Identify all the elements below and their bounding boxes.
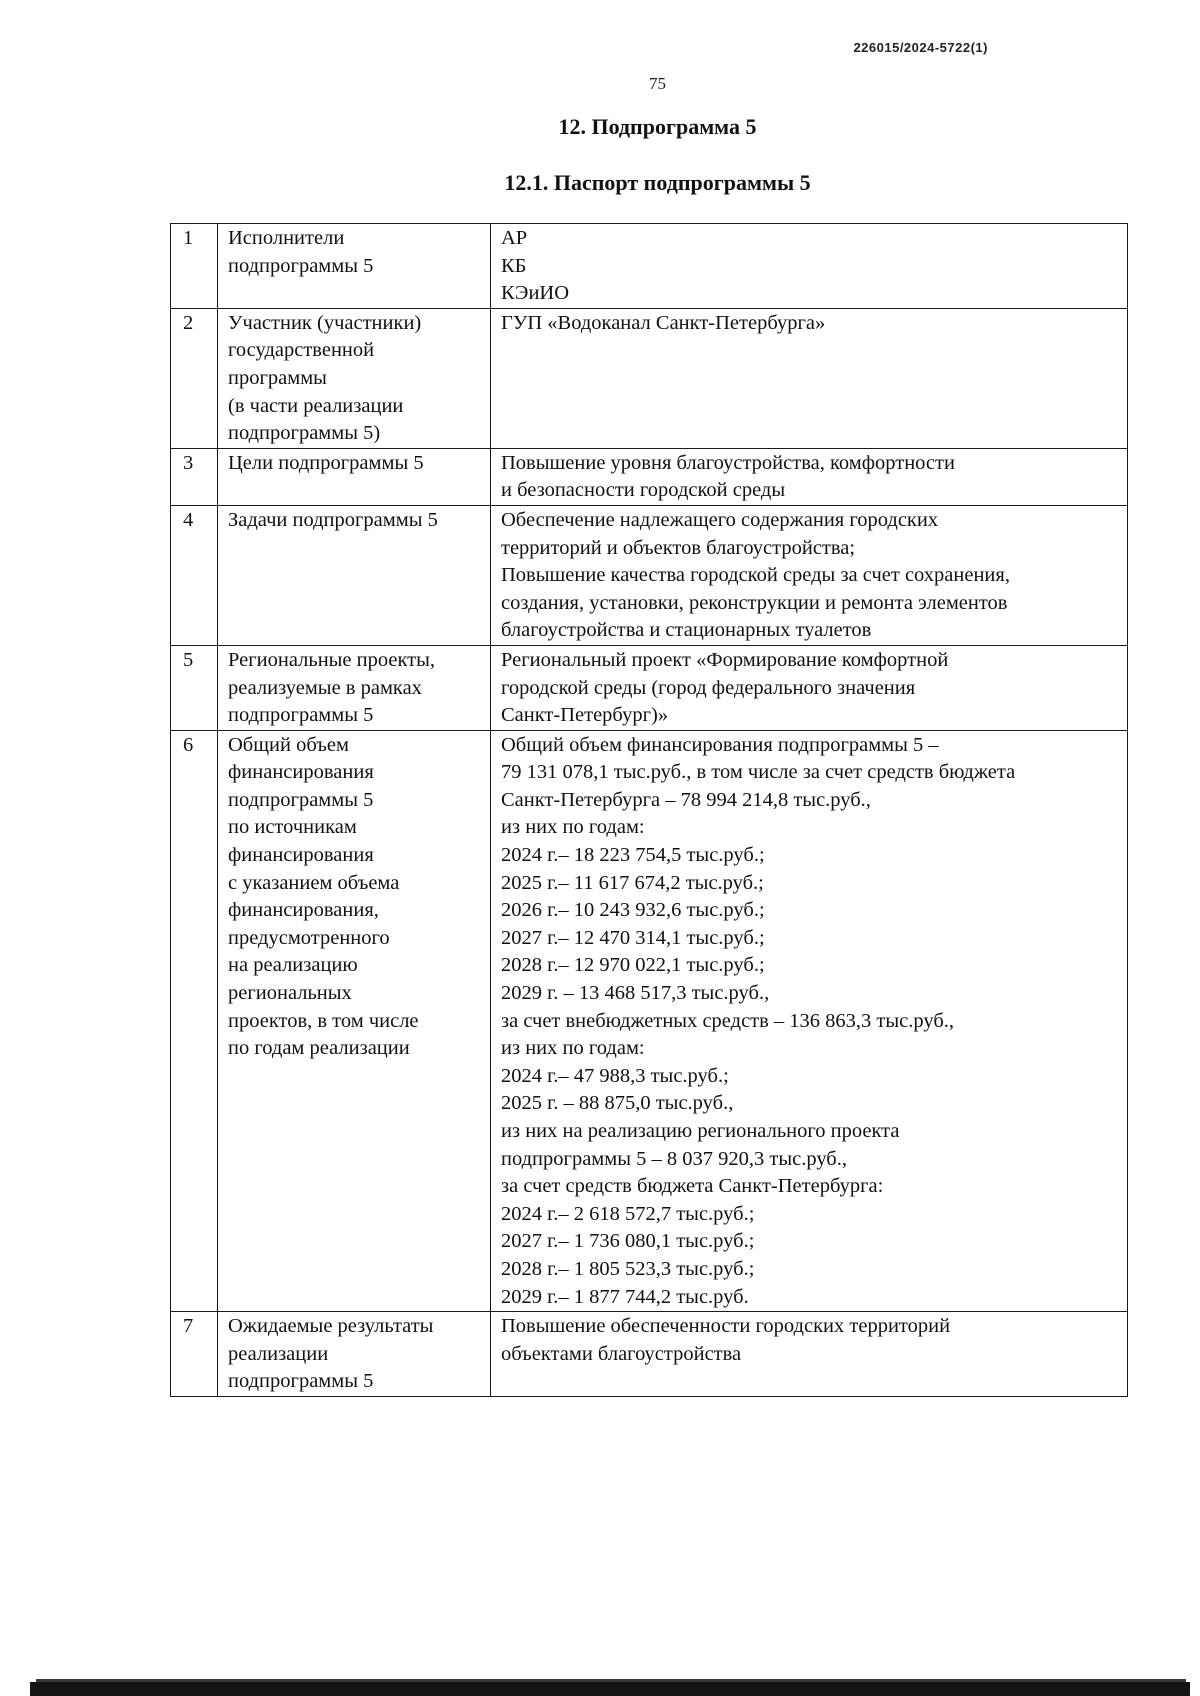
label-line: программы [228, 366, 327, 389]
content-line: из них на реализацию регионального проекта [501, 1120, 900, 1142]
table-row [171, 448, 1128, 505]
content-line: КБ [501, 254, 527, 277]
label-line: (в части реализации [228, 394, 404, 417]
label-line: Цели подпрограммы 5 [228, 451, 424, 474]
content-line: благоустройства и стационарных туалетов [501, 619, 872, 642]
content-line: 2027 г.– 12 470 314,1 тыс.руб.; [501, 926, 765, 949]
label-line: Исполнители [228, 227, 345, 249]
row-number: 4 [171, 505, 218, 645]
label-line: реализации [228, 1342, 329, 1365]
label-line: подпрограммы 5) [228, 422, 381, 445]
label-line: Региональные проекты, [228, 648, 436, 671]
row-label [218, 224, 491, 309]
row-number: 7 [171, 1312, 218, 1397]
content-line: объектами благоустройства [501, 1342, 742, 1365]
content-line: 2026 г.– 10 243 932,6 тыс.руб.; [501, 899, 765, 922]
row-label [218, 505, 491, 645]
table-row [171, 224, 1128, 309]
content-line: из них по годам: [501, 1037, 645, 1060]
content-line: 2024 г.– 47 988,3 тыс.руб.; [501, 1064, 729, 1087]
row-label [218, 730, 491, 1311]
row-label [218, 448, 491, 505]
content-line: создания, установки, реконструкции и ремонта элементов [501, 591, 1008, 614]
document-id: 226015/2024-5722(1) [853, 40, 988, 55]
row-label [218, 1312, 491, 1397]
content-line: Общий объем финансирования подпрограммы 5 – [501, 733, 939, 756]
label-line: предусмотренного [228, 926, 390, 949]
label-line: Задачи подпрограммы 5 [228, 508, 438, 531]
content-line: Региональный проект «Формирование комфортной [501, 648, 949, 671]
label-line: Участник (участники) [228, 311, 422, 334]
content-line: 2025 г.– 11 617 674,2 тыс.руб.; [501, 871, 764, 894]
label-line: государственной [228, 339, 375, 362]
row-content [491, 224, 1128, 309]
row-content [491, 308, 1128, 448]
row-content [491, 448, 1128, 505]
content-line: городской среды (город федерального значения [501, 676, 916, 699]
subsection-title: 12.1. Паспорт подпрограммы 5 [504, 170, 811, 195]
content-line: Обеспечение надлежащего содержания городских [501, 508, 939, 531]
content-line: 2029 г. – 13 468 517,3 тыс.руб., [501, 982, 770, 1005]
label-line: Общий объем [228, 733, 349, 756]
content-line: Повышение обеспеченности городских территорий [501, 1315, 951, 1338]
content-line: 79 131 078,1 тыс.руб., в том числе за счет средств бюджета [501, 761, 1016, 784]
content-line: Повышение уровня благоустройства, комфортности [501, 451, 955, 474]
label-line: по источникам [228, 816, 357, 839]
content-line: АР [501, 227, 528, 249]
row-content [491, 730, 1128, 1311]
content-line: 2025 г. – 88 875,0 тыс.руб., [501, 1092, 734, 1115]
table-row [171, 645, 1128, 730]
content-line: за счет внебюджетных средств – 136 863,3 тыс.руб., [501, 1009, 955, 1032]
label-line: на реализацию [228, 954, 358, 977]
row-number: 1 [171, 224, 218, 309]
scan-bottom-border [30, 1682, 1190, 1696]
label-line: проектов, в том числе [228, 1009, 419, 1032]
row-content [491, 1312, 1128, 1397]
table-row [171, 308, 1128, 448]
content-line: и безопасности городской среды [501, 479, 786, 502]
content-line: подпрограммы 5 – 8 037 920,3 тыс.руб., [501, 1147, 847, 1170]
label-line: финансирования [228, 761, 374, 784]
row-number: 6 [171, 730, 218, 1311]
content-line: Санкт-Петербурга – 78 994 214,8 тыс.руб., [501, 788, 871, 811]
content-line: территорий и объектов благоустройства; [501, 536, 856, 559]
content-line: 2029 г.– 1 877 744,2 тыс.руб. [501, 1285, 749, 1308]
table-row [171, 730, 1128, 1311]
label-line: региональных [228, 982, 352, 1005]
row-label [218, 308, 491, 448]
content-line: за счет средств бюджета Санкт-Петербурга: [501, 1175, 884, 1198]
content-line: из них по годам: [501, 816, 645, 839]
label-line: по годам реализации [228, 1037, 410, 1060]
label-line: подпрограммы 5 [228, 788, 374, 811]
label-line: реализуемые в рамках [228, 676, 422, 699]
table-row [171, 505, 1128, 645]
content-line: 2027 г.– 1 736 080,1 тыс.руб.; [501, 1230, 755, 1253]
label-line: финансирования [228, 844, 374, 867]
content-line: КЭиИО [501, 282, 570, 305]
label-line: Ожидаемые результаты [228, 1315, 434, 1338]
label-line: подпрограммы 5 [228, 1370, 374, 1393]
passport-table [170, 223, 1128, 1397]
content-line: 2024 г.– 18 223 754,5 тыс.руб.; [501, 844, 765, 867]
section-title: 12. Подпрограмма 5 [558, 114, 757, 139]
content-line: ГУП «Водоканал Санкт-Петербурга» [501, 311, 826, 334]
label-line: финансирования, [228, 899, 379, 922]
row-number: 3 [171, 448, 218, 505]
label-line: подпрограммы 5 [228, 254, 374, 277]
content-line: 2028 г.– 1 805 523,3 тыс.руб.; [501, 1257, 755, 1280]
page-number: 75 [649, 74, 666, 93]
content-line: Повышение качества городской среды за счет сохранения, [501, 564, 1010, 587]
passport-table-body [171, 224, 1128, 1397]
row-content [491, 505, 1128, 645]
label-line: с указанием объема [228, 871, 400, 894]
row-label [218, 645, 491, 730]
row-number: 2 [171, 308, 218, 448]
row-number: 5 [171, 645, 218, 730]
label-line: подпрограммы 5 [228, 704, 374, 727]
content-line: 2024 г.– 2 618 572,7 тыс.руб.; [501, 1202, 755, 1225]
content-line: Санкт-Петербург)» [501, 704, 669, 727]
row-content [491, 645, 1128, 730]
table-row [171, 1312, 1128, 1397]
content-line: 2028 г.– 12 970 022,1 тыс.руб.; [501, 954, 765, 977]
